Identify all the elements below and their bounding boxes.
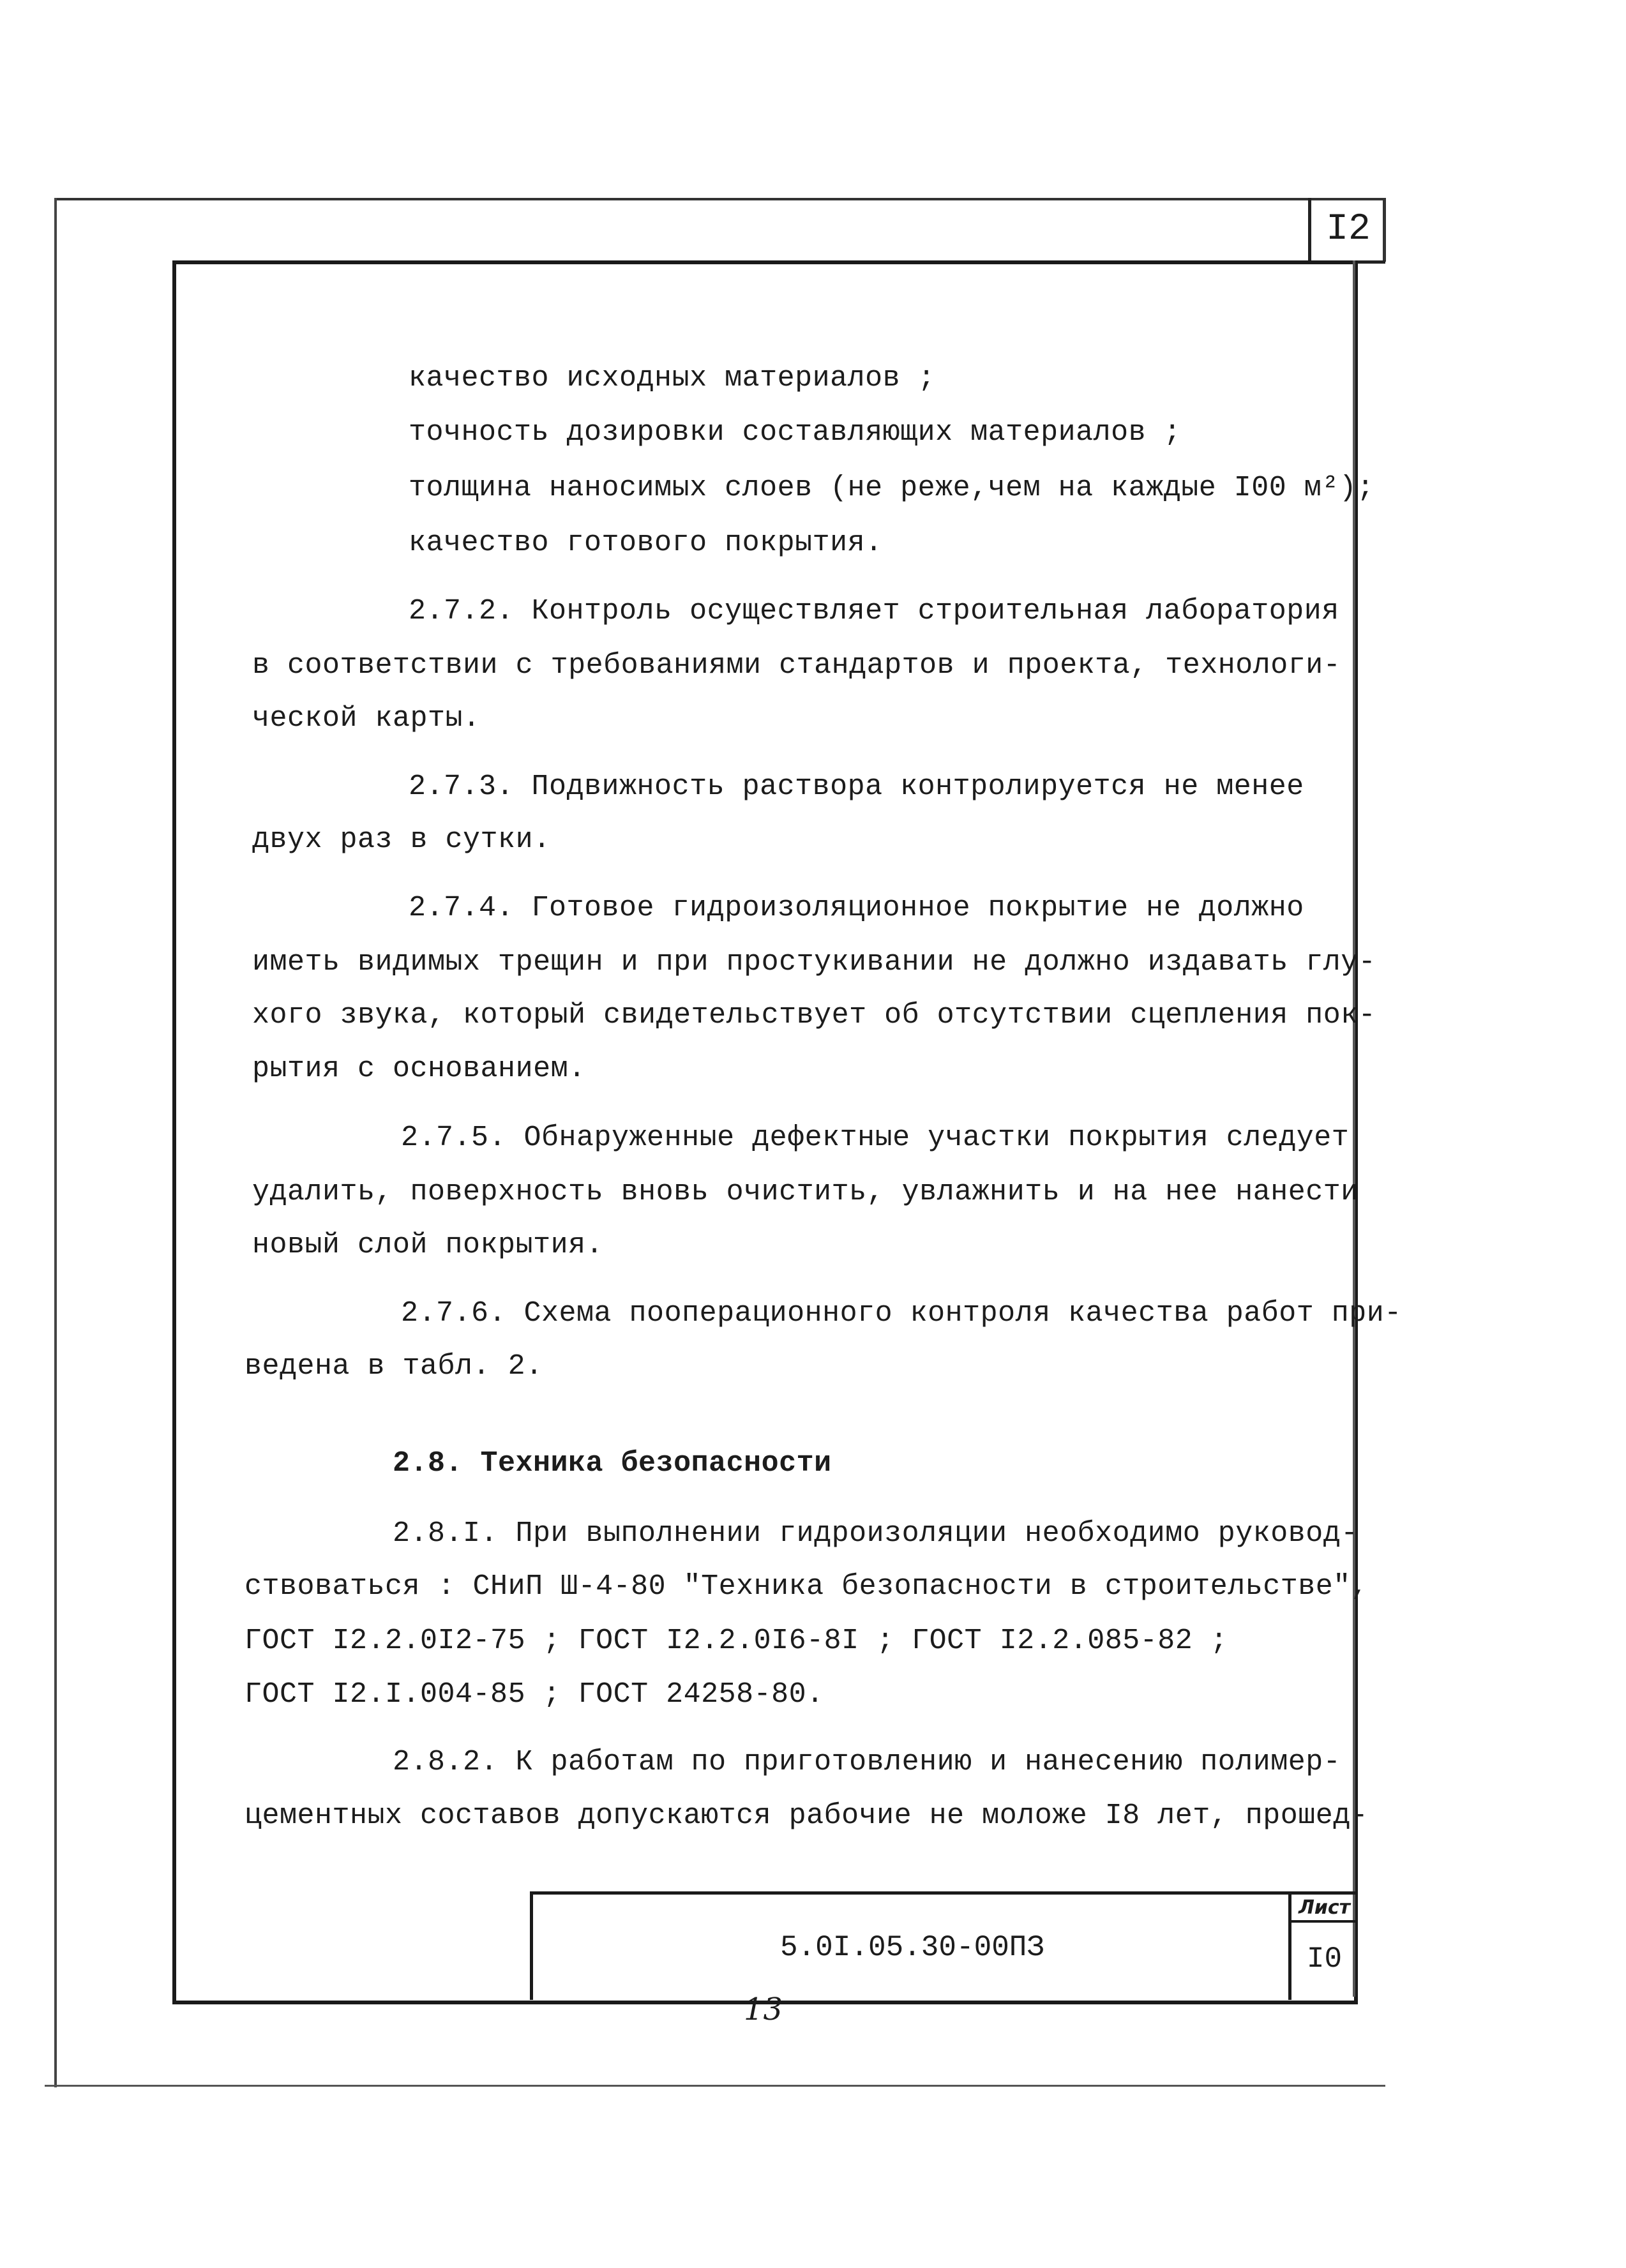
body-line: цементных составов допускаются рабочие не моложе I8 лет, прошед-	[245, 1799, 1369, 1832]
sheet-label: Лист	[1291, 1895, 1357, 1923]
body-line: ведена в табл. 2.	[245, 1350, 543, 1383]
body-line: точность дозировки составляющих материалов ;	[409, 416, 1182, 449]
top-page-number: I2	[1326, 208, 1371, 250]
body-line: удалить, поверхность вновь очистить, увлажнить и на нее нанести	[252, 1176, 1359, 1208]
body-line: ГОСТ I2.2.0I2-75 ; ГОСТ I2.2.0I6-8I ; ГОСТ I2.2.085-82 ;	[245, 1625, 1228, 1657]
document-frame-rail	[1353, 260, 1355, 1997]
section-heading-safety: 2.8. Техника безопасности	[393, 1447, 832, 1480]
paragraph-2-7-5: 2.7.5. Обнаруженные дефектные участки покрытия следует	[401, 1122, 1350, 1154]
outer-frame-bottom	[45, 2085, 1385, 2087]
body-line: новый слой покрытия.	[252, 1229, 604, 1261]
handwritten-page-number: 13	[744, 1992, 783, 2027]
body-line: качество готового покрытия.	[409, 527, 883, 559]
paragraph-2-7-3: 2.7.3. Подвижность раствора контролируется не менее	[409, 770, 1304, 803]
paragraph-2-7-4: 2.7.4. Готовое гидроизоляционное покрытие не должно	[409, 892, 1304, 924]
top-page-number-box	[1308, 198, 1385, 264]
paragraph-2-8-2: 2.8.2. К работам по приготовлению и нанесению полимер-	[393, 1746, 1341, 1778]
document-code: 5.0I.05.30-00ПЗ	[779, 1930, 1045, 1964]
body-line: ствоваться : СНиП Ш-4-80 "Техника безопасности в строительстве",	[245, 1570, 1369, 1603]
body-line: в соответствии с требованиями стандартов и проекта, технологи-	[252, 649, 1341, 682]
outer-frame-top	[54, 198, 1385, 200]
body-line: толщина наносимых слоев (не реже,чем на каждые I00 м²);	[409, 472, 1374, 504]
body-line: иметь видимых трещин и при простукивании не должно издавать глу-	[252, 946, 1376, 979]
body-line: ГОСТ I2.I.004-85 ; ГОСТ 24258-80.	[245, 1678, 824, 1711]
sheet-cell	[1288, 1891, 1357, 2000]
body-line: двух раз в сутки.	[252, 823, 551, 856]
title-block	[530, 1891, 1291, 2000]
body-line: хого звука, который свидетельствует об отсутствии сцепления пок-	[252, 999, 1376, 1032]
paragraph-2-7-6: 2.7.6. Схема пооперационного контроля качества работ при-	[401, 1297, 1402, 1330]
body-line: ческой карты.	[252, 702, 481, 735]
paragraph-2-7-2: 2.7.2. Контроль осуществляет строительная лаборатория	[409, 595, 1339, 627]
paragraph-2-8-1: 2.8.I. При выполнении гидроизоляции необходимо руковод-	[393, 1517, 1359, 1550]
body-line: качество исходных материалов ;	[409, 362, 936, 394]
sheet-number: I0	[1306, 1942, 1343, 1976]
outer-frame-left	[54, 198, 57, 2087]
body-line: рытия с основанием.	[252, 1053, 586, 1085]
